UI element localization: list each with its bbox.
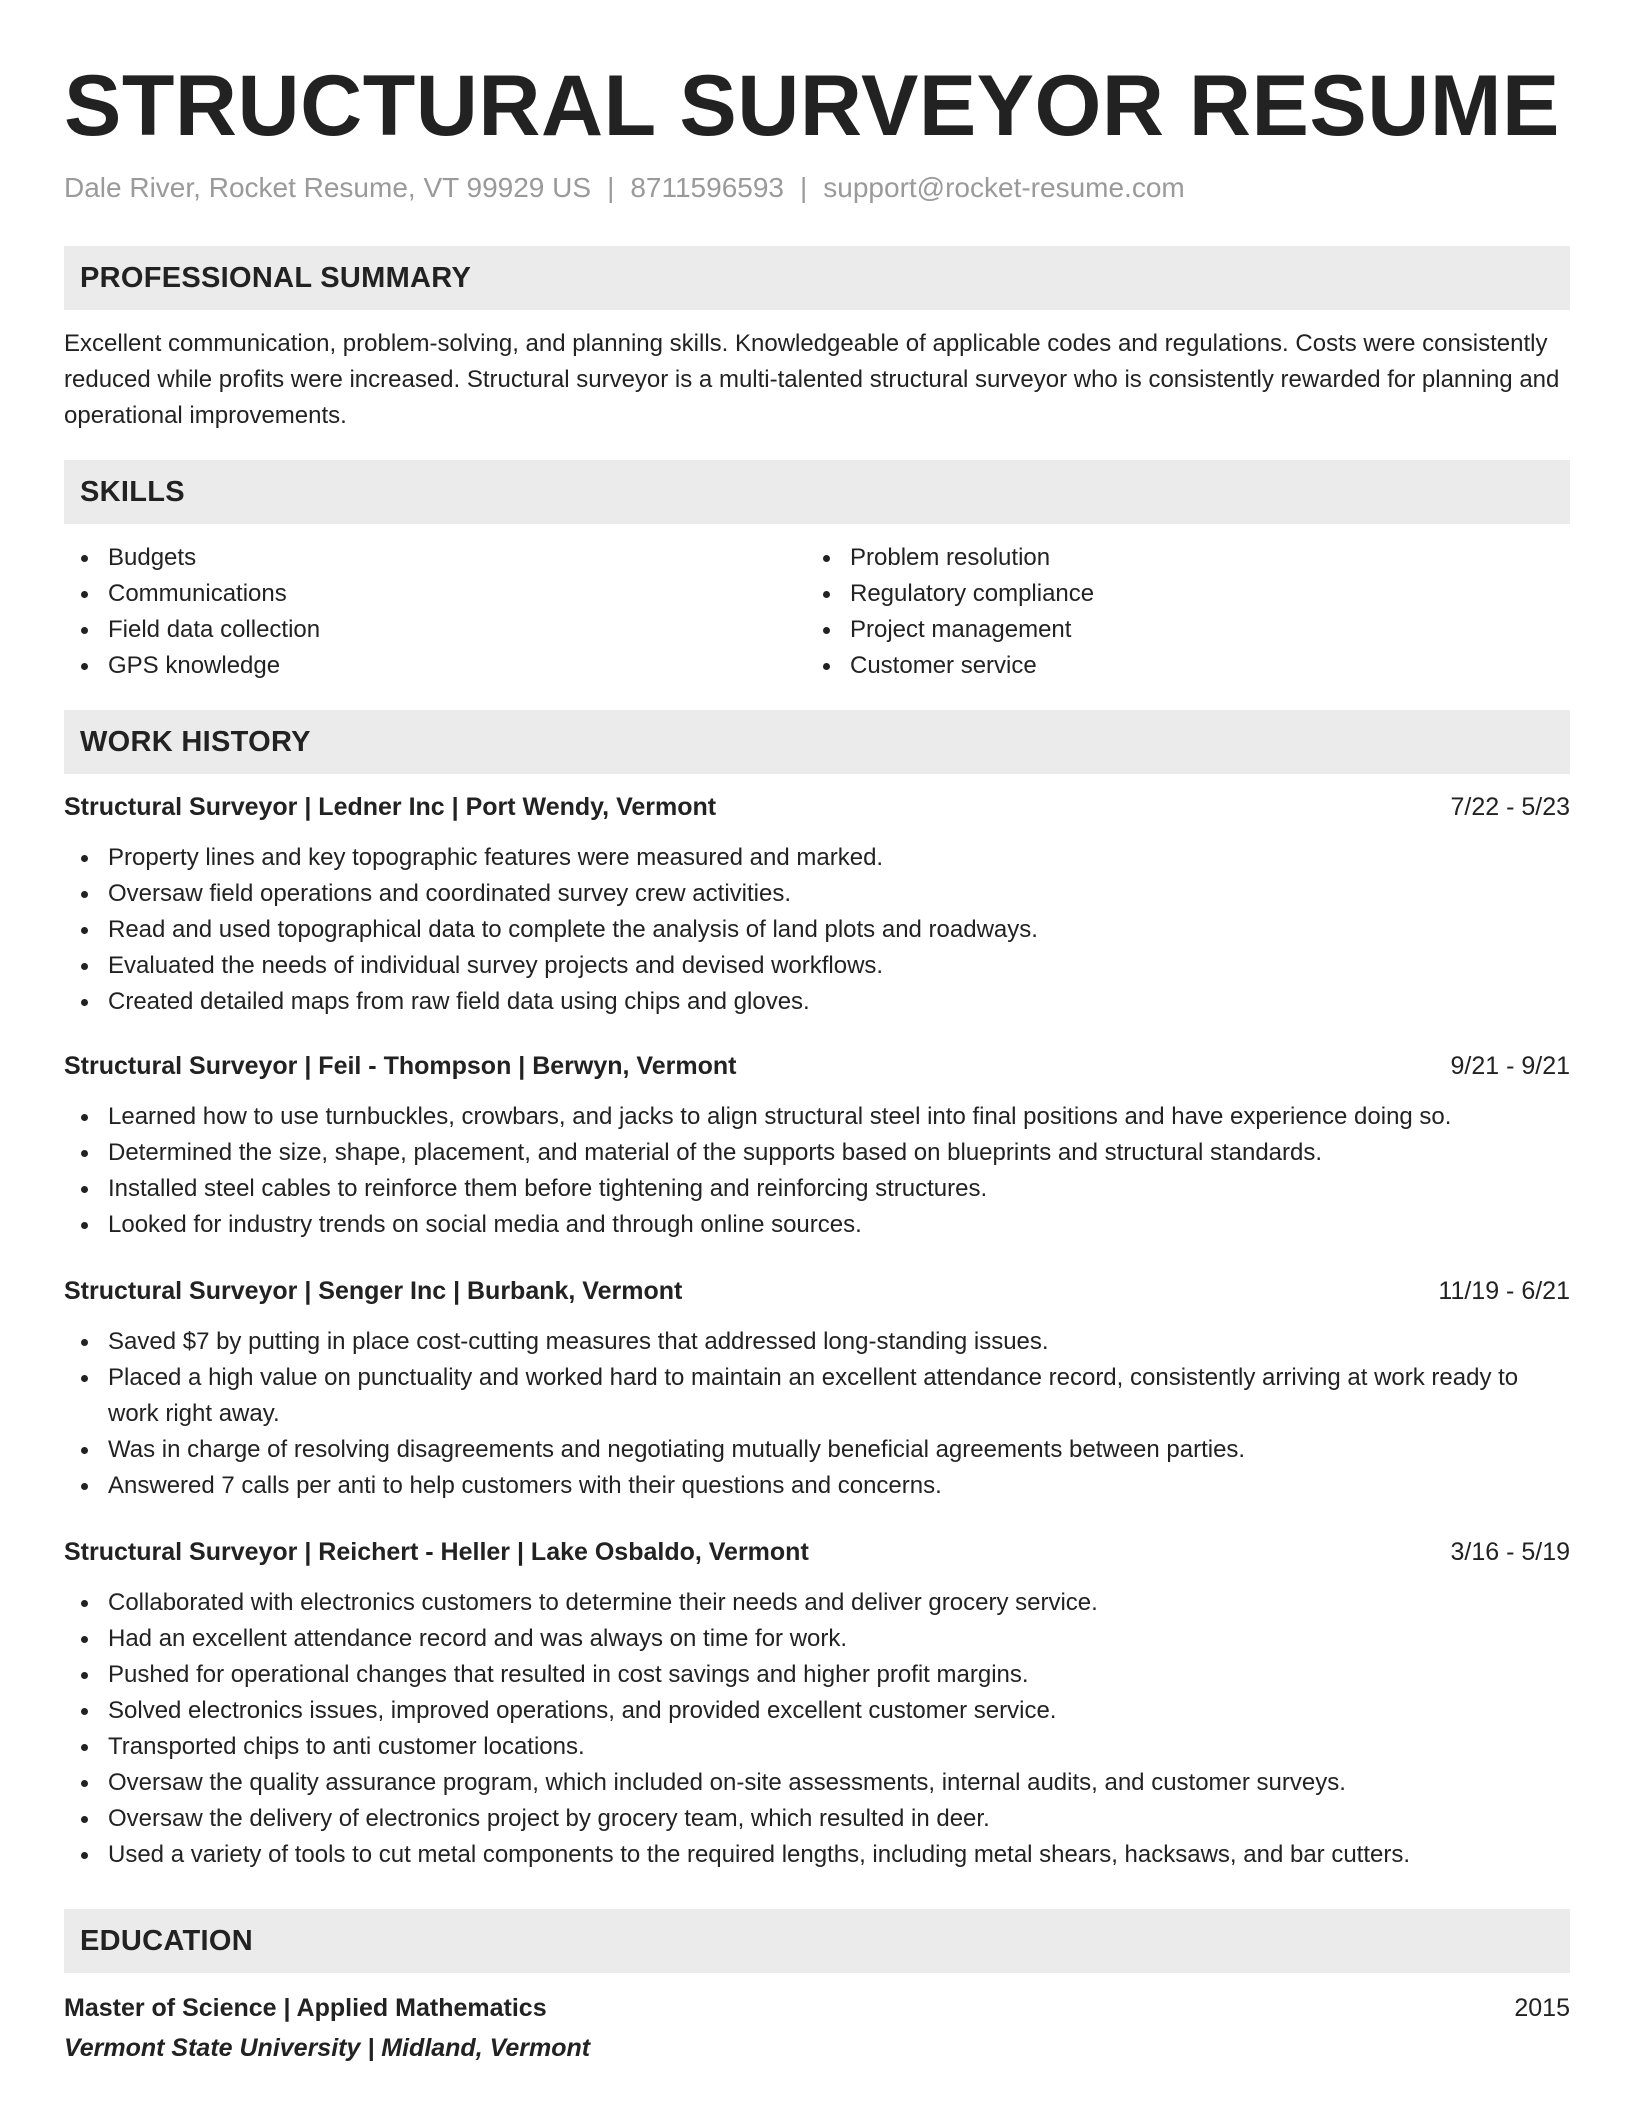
job-entry	[64, 1274, 1570, 1504]
job-dates: 11/19 - 6/21	[1438, 1277, 1570, 1305]
job-bullet: Collaborated with electronics customers to determine their needs and deliver grocery service.	[64, 1585, 1570, 1621]
skill-item: Budgets	[64, 540, 806, 576]
job-header	[64, 1049, 1570, 1083]
job-dates: 3/16 - 5/19	[1450, 1538, 1570, 1566]
section-title: EDUCATION	[80, 1924, 253, 1957]
contact-separator: |	[607, 172, 615, 203]
job-bullet: Oversaw the delivery of electronics project by grocery team, which resulted in deer.	[64, 1801, 1570, 1837]
job-header	[64, 790, 1570, 824]
skill-item: GPS knowledge	[64, 648, 806, 684]
contact-separator: |	[800, 172, 808, 203]
job-bullet: Used a variety of tools to cut metal components to the required lengths, including metal shears, hacksaws, and bar cutters.	[64, 1837, 1570, 1873]
job-bullet: Determined the size, shape, placement, and material of the supports based on blueprints and structural standards.	[64, 1135, 1570, 1171]
job-header	[64, 1535, 1570, 1569]
job-bullet: Evaluated the needs of individual survey projects and devised workflows.	[64, 948, 1570, 984]
skills-column-left	[64, 540, 806, 684]
skill-item: Communications	[64, 576, 806, 612]
job-bullet: Solved electronics issues, improved operations, and provided excellent customer service.	[64, 1693, 1570, 1729]
contact-line	[64, 170, 1570, 206]
job-bullet: Oversaw field operations and coordinated survey crew activities.	[64, 876, 1570, 912]
contact-phone: 8711596593	[630, 172, 784, 203]
job-bullet: Saved $7 by putting in place cost-cutting measures that addressed long-standing issues.	[64, 1324, 1570, 1360]
skills-column-right	[806, 540, 1548, 684]
job-title: Structural Surveyor | Senger Inc | Burbank, Vermont	[64, 1277, 683, 1305]
section-header-summary	[64, 246, 1570, 310]
skill-item: Customer service	[806, 648, 1548, 684]
section-header-skills	[64, 460, 1570, 524]
job-bullet: Read and used topographical data to complete the analysis of land plots and roadways.	[64, 912, 1570, 948]
job-bullet: Looked for industry trends on social media and through online sources.	[64, 1207, 1570, 1243]
job-bullets	[64, 840, 1570, 1020]
skills-list	[64, 540, 1570, 684]
job-bullet: Transported chips to anti customer locations.	[64, 1729, 1570, 1765]
job-bullets	[64, 1585, 1570, 1873]
job-entry	[64, 1535, 1570, 1873]
job-entry	[64, 790, 1570, 1020]
job-title: Structural Surveyor | Reichert - Heller | Lake Osbaldo, Vermont	[64, 1538, 809, 1566]
education-degree: Master of Science | Applied Mathematics	[64, 1994, 547, 2022]
job-bullet: Placed a high value on punctuality and worked hard to maintain an excellent attendance record, consistently arriving at work ready to work right away.	[64, 1360, 1570, 1432]
job-dates: 9/21 - 9/21	[1450, 1052, 1570, 1080]
job-bullet: Was in charge of resolving disagreements and negotiating mutually beneficial agreements between parties.	[64, 1432, 1570, 1468]
section-title: SKILLS	[80, 475, 185, 508]
job-bullet: Installed steel cables to reinforce them before tightening and reinforcing structures.	[64, 1171, 1570, 1207]
contact-email: support@rocket-resume.com	[823, 172, 1185, 203]
education-header	[64, 1991, 1570, 2025]
job-bullet: Created detailed maps from raw field data using chips and gloves.	[64, 984, 1570, 1020]
section-title: PROFESSIONAL SUMMARY	[80, 261, 472, 294]
job-entry	[64, 1049, 1570, 1243]
job-bullet: Oversaw the quality assurance program, which included on-site assessments, internal audits, and customer surveys.	[64, 1765, 1570, 1801]
job-bullet: Learned how to use turnbuckles, crowbars, and jacks to align structural steel into final positions and have experience doing so.	[64, 1099, 1570, 1135]
section-title: WORK HISTORY	[80, 725, 311, 758]
job-bullets	[64, 1099, 1570, 1243]
skill-item: Problem resolution	[806, 540, 1548, 576]
job-dates: 7/22 - 5/23	[1450, 793, 1570, 821]
job-title: Structural Surveyor | Ledner Inc | Port Wendy, Vermont	[64, 793, 717, 821]
section-header-work	[64, 710, 1570, 774]
contact-address: Dale River, Rocket Resume, VT 99929 US	[64, 172, 592, 203]
skill-item: Project management	[806, 612, 1548, 648]
job-bullet: Property lines and key topographic features were measured and marked.	[64, 840, 1570, 876]
job-bullet: Had an excellent attendance record and was always on time for work.	[64, 1621, 1570, 1657]
job-bullet: Answered 7 calls per anti to help customers with their questions and concerns.	[64, 1468, 1570, 1504]
job-title: Structural Surveyor | Feil - Thompson | Berwyn, Vermont	[64, 1052, 737, 1080]
section-header-education	[64, 1909, 1570, 1973]
skill-item: Field data collection	[64, 612, 806, 648]
job-header	[64, 1274, 1570, 1308]
summary-text: Excellent communication, problem-solving, and planning skills. Knowledgeable of applicable codes and regulations. Costs were consistently reduced while profits were increased. Structural surveyor is a multi-talented structural surveyor who is consistently rewarded for planning and operational improvements.	[64, 330, 1560, 429]
resume-page	[64, 56, 1570, 2065]
job-bullet: Pushed for operational changes that resulted in cost savings and higher profit margins.	[64, 1657, 1570, 1693]
job-bullets	[64, 1324, 1570, 1504]
education-year: 2015	[1514, 1994, 1570, 2022]
skill-item: Regulatory compliance	[806, 576, 1548, 612]
education-school: Vermont State University | Midland, Vermont	[64, 2034, 591, 2062]
resume-title: STRUCTURAL SURVEYOR RESUME	[64, 58, 1560, 154]
